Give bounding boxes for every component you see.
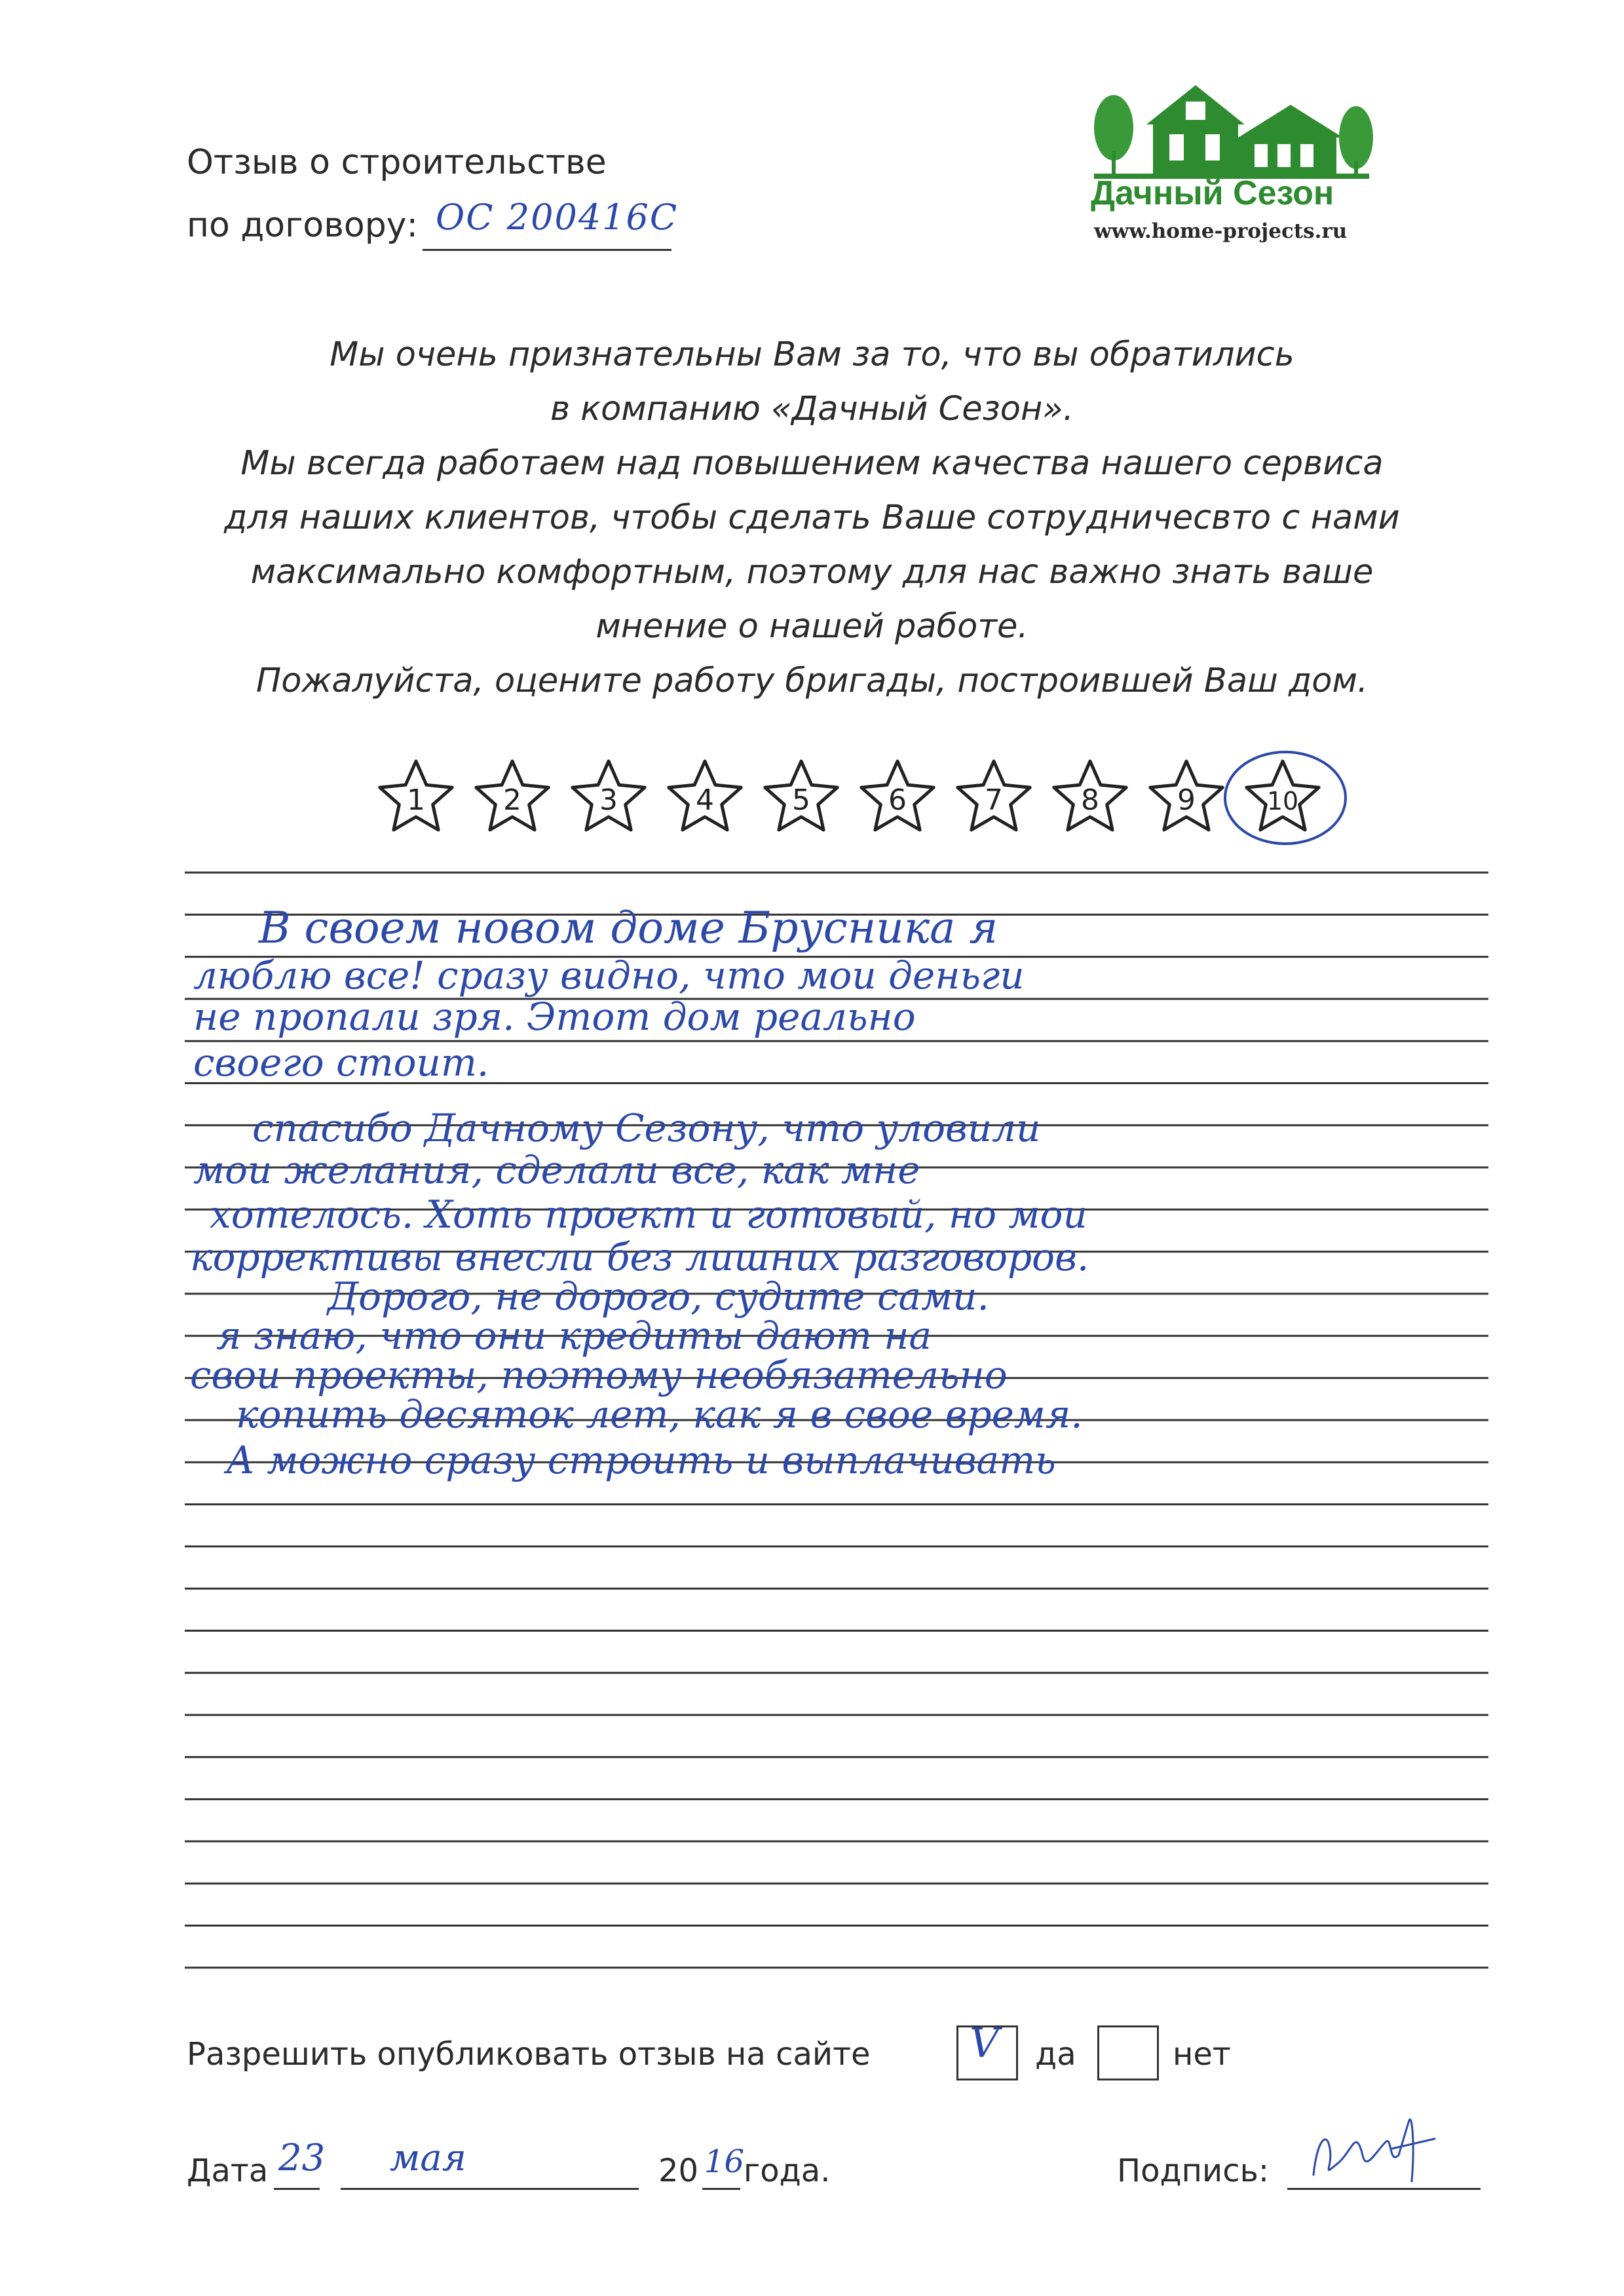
contract-label: по договору: (187, 206, 419, 245)
star-number: 3 (599, 783, 618, 817)
star-number: 5 (792, 783, 810, 817)
yes-label: да (1035, 2036, 1076, 2073)
signature-label: Подпись: (1117, 2153, 1270, 2189)
star-4[interactable] (669, 761, 741, 830)
year-word: года. (744, 2153, 831, 2189)
star-3[interactable] (573, 761, 645, 830)
star-6[interactable] (861, 761, 934, 830)
star-9[interactable] (1150, 761, 1222, 830)
review-line: Дорого, не дорого, судите сами. (328, 1274, 989, 1319)
publish-no-checkbox[interactable] (1097, 2025, 1159, 2080)
year-underline (702, 2188, 740, 2190)
review-line: не пропали зря. Этот дом реально (193, 994, 916, 1039)
star-5[interactable] (765, 761, 837, 830)
star-10[interactable] (1247, 761, 1319, 830)
signature-image[interactable] (1294, 2103, 1464, 2194)
date-day[interactable]: 23 (278, 2137, 326, 2179)
date-month[interactable]: мая (390, 2137, 466, 2179)
intro-line: максимально комфортным, поэтому для нас важно знать ваше (250, 553, 1374, 592)
date-month-underline (341, 2188, 639, 2190)
review-line: В своем новом доме Брусника я (259, 903, 998, 953)
review-line: копить десяток лет, как я в свое время. (236, 1392, 1083, 1437)
review-line: свои проекты, поэтому необязательно (190, 1353, 1008, 1397)
year-suffix[interactable]: 16 (704, 2143, 745, 2180)
review-line: мои желания, сделали все, как мне (193, 1148, 920, 1192)
intro-line: Пожалуйста, оцените работу бригады, построившей Ваш дом. (255, 662, 1369, 700)
intro-line: мнение о нашей работе. (595, 607, 1029, 646)
review-line: коррективы внесли без лишних разговоров. (190, 1235, 1089, 1279)
logo-title: Дачный Сезон (1091, 174, 1334, 212)
review-line: хотелось. Хоть проект и готовый, но мои (210, 1192, 1087, 1237)
intro-text (131, 328, 1493, 708)
intro-line: в компанию «Дачный Сезон». (550, 390, 1074, 428)
review-line: я знаю, что они кредиты дают на (216, 1313, 932, 1358)
intro-line: Мы всегда работаем над повышением качества нашего сервиса (240, 444, 1384, 483)
check-mark: V (970, 2019, 999, 2067)
contract-underline (423, 249, 671, 251)
review-line: А можно сразу строить и выплачивать (226, 1438, 1056, 1482)
star-number: 2 (503, 783, 521, 817)
house-icon (1094, 85, 1373, 179)
contract-number[interactable]: ОС 200416С (436, 197, 679, 238)
form-title: Отзыв о строительстве (187, 143, 607, 182)
date-label: Дата (187, 2153, 269, 2189)
star-number: 7 (985, 783, 1003, 817)
star-8[interactable] (1054, 761, 1126, 830)
review-line: люблю все! сразу видно, что мои деньги (193, 953, 1025, 998)
review-line: своего стоит. (193, 1040, 489, 1085)
star-number: 4 (696, 783, 714, 817)
publish-permission-label: Разрешить опубликовать отзыв на сайте (187, 2036, 871, 2073)
star-1[interactable] (380, 761, 452, 830)
star-number: 1 (407, 783, 425, 817)
star-2[interactable] (476, 761, 548, 830)
review-line: спасибо Дачному Сезону, что уловили (252, 1106, 1041, 1150)
logo-url: www.home-projects.ru (1094, 219, 1348, 243)
star-number: 6 (888, 783, 907, 817)
intro-line: для наших клиентов, чтобы сделать Ваше сотрудничесвто с нами (224, 499, 1400, 537)
star-7[interactable] (958, 761, 1030, 830)
year-prefix: 20 (658, 2153, 699, 2189)
star-number: 10 (1266, 787, 1299, 816)
no-label: нет (1173, 2036, 1231, 2073)
date-day-underline (274, 2188, 320, 2190)
intro-line: Мы очень признательны Вам за то, что вы обратились (330, 335, 1294, 374)
star-number: 9 (1177, 783, 1196, 817)
rating-stars (367, 747, 1350, 858)
star-number: 8 (1081, 783, 1099, 817)
